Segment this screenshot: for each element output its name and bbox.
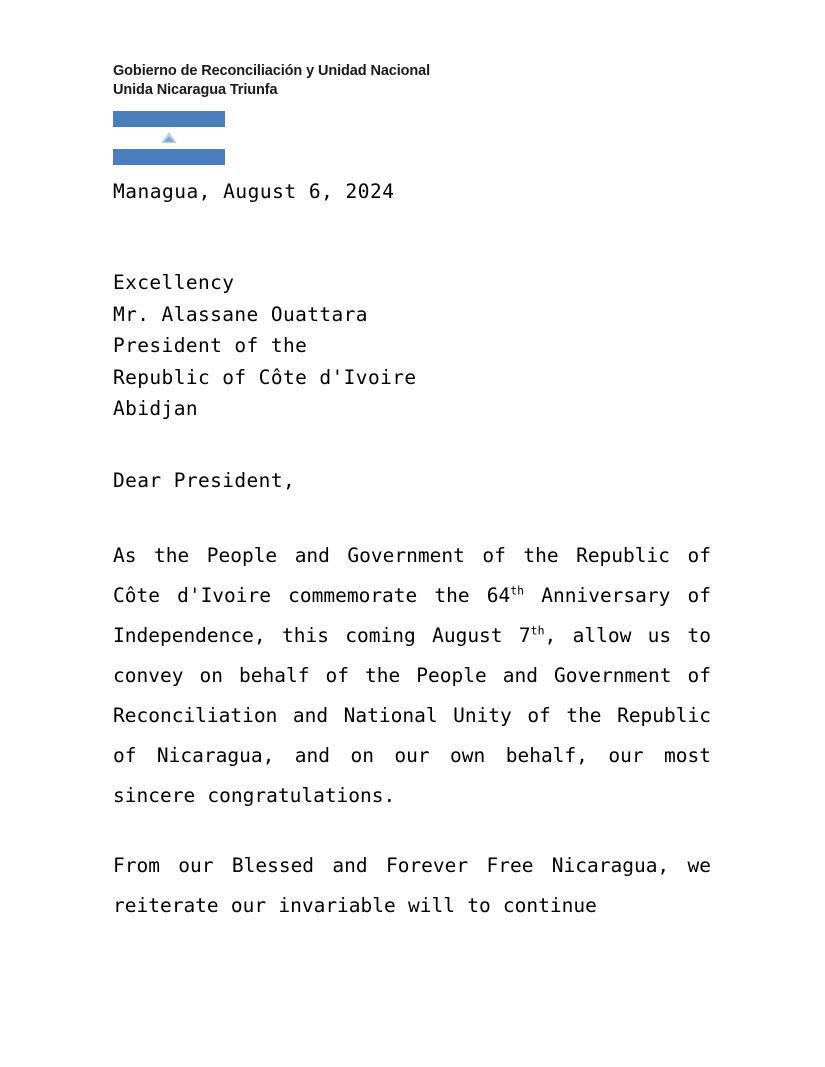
address-line-title: President of the: [113, 334, 308, 357]
paragraph-1-text-c: , allow us to convey on behalf of the People and Government of Reconciliation and National Unity of the Republic of Nicaragua, and on our own behalf, our most sincere congratulations.: [113, 624, 711, 807]
letter-date: Managua, August 6, 2024: [113, 180, 395, 203]
address-line-name: Mr. Alassane Ouattara: [113, 302, 368, 326]
spacer-after-salutation: [113, 496, 713, 536]
spacer-after-address: [113, 425, 713, 465]
letter-body: [113, 180, 713, 926]
flag-band-bottom: [113, 149, 225, 165]
address-line-country: Republic of Côte d'Ivoire: [113, 365, 417, 389]
letterhead: [113, 62, 673, 100]
letter-paragraph-1: [113, 536, 711, 816]
address-line-excellency: Excellency: [113, 271, 235, 294]
flag-emblem-triangle-inner: [164, 136, 174, 142]
paragraph-1-text-a: As the People and Government of the Republic of Côte d'Ivoire commemorate the 64: [113, 544, 711, 607]
address-line-city: Abidjan: [113, 397, 198, 420]
spacer-between-paragraphs: [113, 816, 713, 846]
letterhead-line-2: Unida Nicaragua Triunfa: [113, 82, 278, 98]
letter-paragraph-2: From our Blessed and Forever Free Nicaragua, we reiterate our invariable will to continue: [113, 854, 711, 917]
letter-salutation: Dear President,: [113, 468, 296, 492]
flag-band-top: [113, 111, 225, 127]
paragraph-1-text-b: Anniversary of Independence, this coming August 7: [113, 584, 711, 647]
ordinal-suffix-64th: th: [510, 583, 525, 598]
letterhead-line-1: Gobierno de Reconciliación y Unidad Nacional: [113, 63, 431, 79]
spacer-after-date: [113, 203, 713, 267]
flag-emblem-icon: [160, 131, 178, 145]
nicaragua-flag-icon: [113, 111, 225, 165]
ordinal-suffix-7th: th: [530, 623, 545, 638]
